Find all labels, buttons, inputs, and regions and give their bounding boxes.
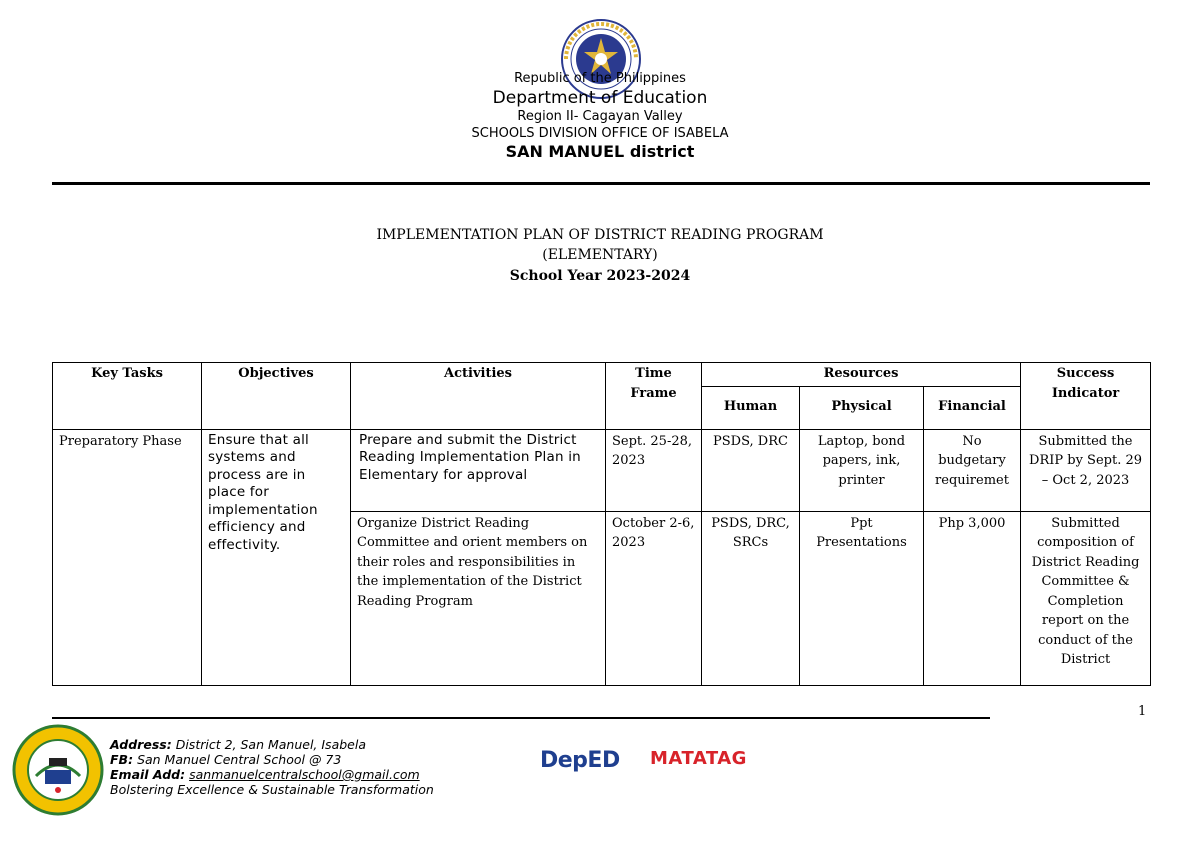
header-success-indicator: Success Indicator: [1021, 363, 1151, 430]
deped-logo-text: DepED: [540, 748, 620, 773]
footer-tagline: Bolstering Excellence & Sustainable Transformation: [110, 782, 434, 797]
header-human: Human: [702, 386, 800, 429]
department-title: Department of Education: [492, 88, 708, 108]
human-resource-cell: PSDS, DRC, SRCs: [702, 511, 800, 685]
address-label: Address:: [110, 737, 172, 752]
financial-resource-cell: Php 3,000: [924, 511, 1021, 685]
time-frame-cell: October 2-6, 2023: [606, 511, 702, 685]
division-text: SCHOOLS DIVISION OFFICE OF ISABELA: [471, 126, 729, 141]
school-year: School Year 2023-2024: [509, 268, 691, 284]
header-time-frame: Time Frame: [606, 363, 702, 430]
header-physical: Physical: [800, 386, 924, 429]
matatag-logo: [650, 748, 747, 769]
footer-address: [110, 737, 366, 752]
header-resources: Resources: [702, 363, 1021, 387]
address-value: District 2, San Manuel, Isabela: [175, 737, 366, 752]
page-number: 1: [1138, 704, 1147, 719]
region-text: Region II- Cagayan Valley: [517, 109, 683, 124]
email-label: Email Add:: [110, 767, 186, 782]
republic-text: Republic of the Philippines: [514, 71, 686, 86]
district-logo: [12, 724, 104, 816]
header-divider: [52, 182, 1150, 185]
matatag-logo-text: MATATAG: [650, 748, 747, 769]
activity-cell: Organize District Reading Committee and orient members on their roles and responsibilities in the implementation of the District Reading Program: [351, 511, 606, 685]
objective-cell: Ensure that all systems and process are in place for implementation efficiency and effectivity.: [202, 429, 351, 685]
activity-cell: Prepare and submit the District Reading Implementation Plan in Elementary for approval: [351, 429, 606, 511]
footer-fb: [110, 752, 341, 767]
deped-logo: [540, 748, 620, 773]
success-indicator-cell: Submitted the DRIP by Sept. 29 – Oct 2, 2023: [1021, 429, 1151, 511]
time-frame-cell: Sept. 25-28, 2023: [606, 429, 702, 511]
district-title: SAN MANUEL district: [505, 142, 695, 161]
footer-divider: [52, 717, 990, 719]
financial-resource-cell: No budgetary requiremet: [924, 429, 1021, 511]
email-link[interactable]: sanmanuelcentralschool@gmail.com: [189, 767, 420, 782]
table-row: [53, 429, 1151, 511]
header-objectives: Objectives: [202, 363, 351, 430]
implementation-plan-table: [52, 362, 1151, 686]
table-header-row: [53, 363, 1151, 387]
physical-resource-cell: Ppt Presentations: [800, 511, 924, 685]
fb-label: FB:: [110, 752, 134, 767]
success-indicator-cell: Submitted composition of District Reading Committee & Completion report on the conduct of the District: [1021, 511, 1151, 685]
fb-value: San Manuel Central School @ 73: [137, 752, 342, 767]
human-resource-cell: PSDS, DRC: [702, 429, 800, 511]
key-task-cell: Preparatory Phase: [53, 429, 202, 685]
document-title: IMPLEMENTATION PLAN OF DISTRICT READING PROGRAM: [376, 227, 824, 243]
header-financial: Financial: [924, 386, 1021, 429]
document-subtitle: (ELEMENTARY): [542, 247, 658, 263]
physical-resource-cell: Laptop, bond papers, ink, printer: [800, 429, 924, 511]
footer-email: [110, 767, 420, 782]
header-key-tasks: Key Tasks: [53, 363, 202, 430]
header-activities: Activities: [351, 363, 606, 430]
